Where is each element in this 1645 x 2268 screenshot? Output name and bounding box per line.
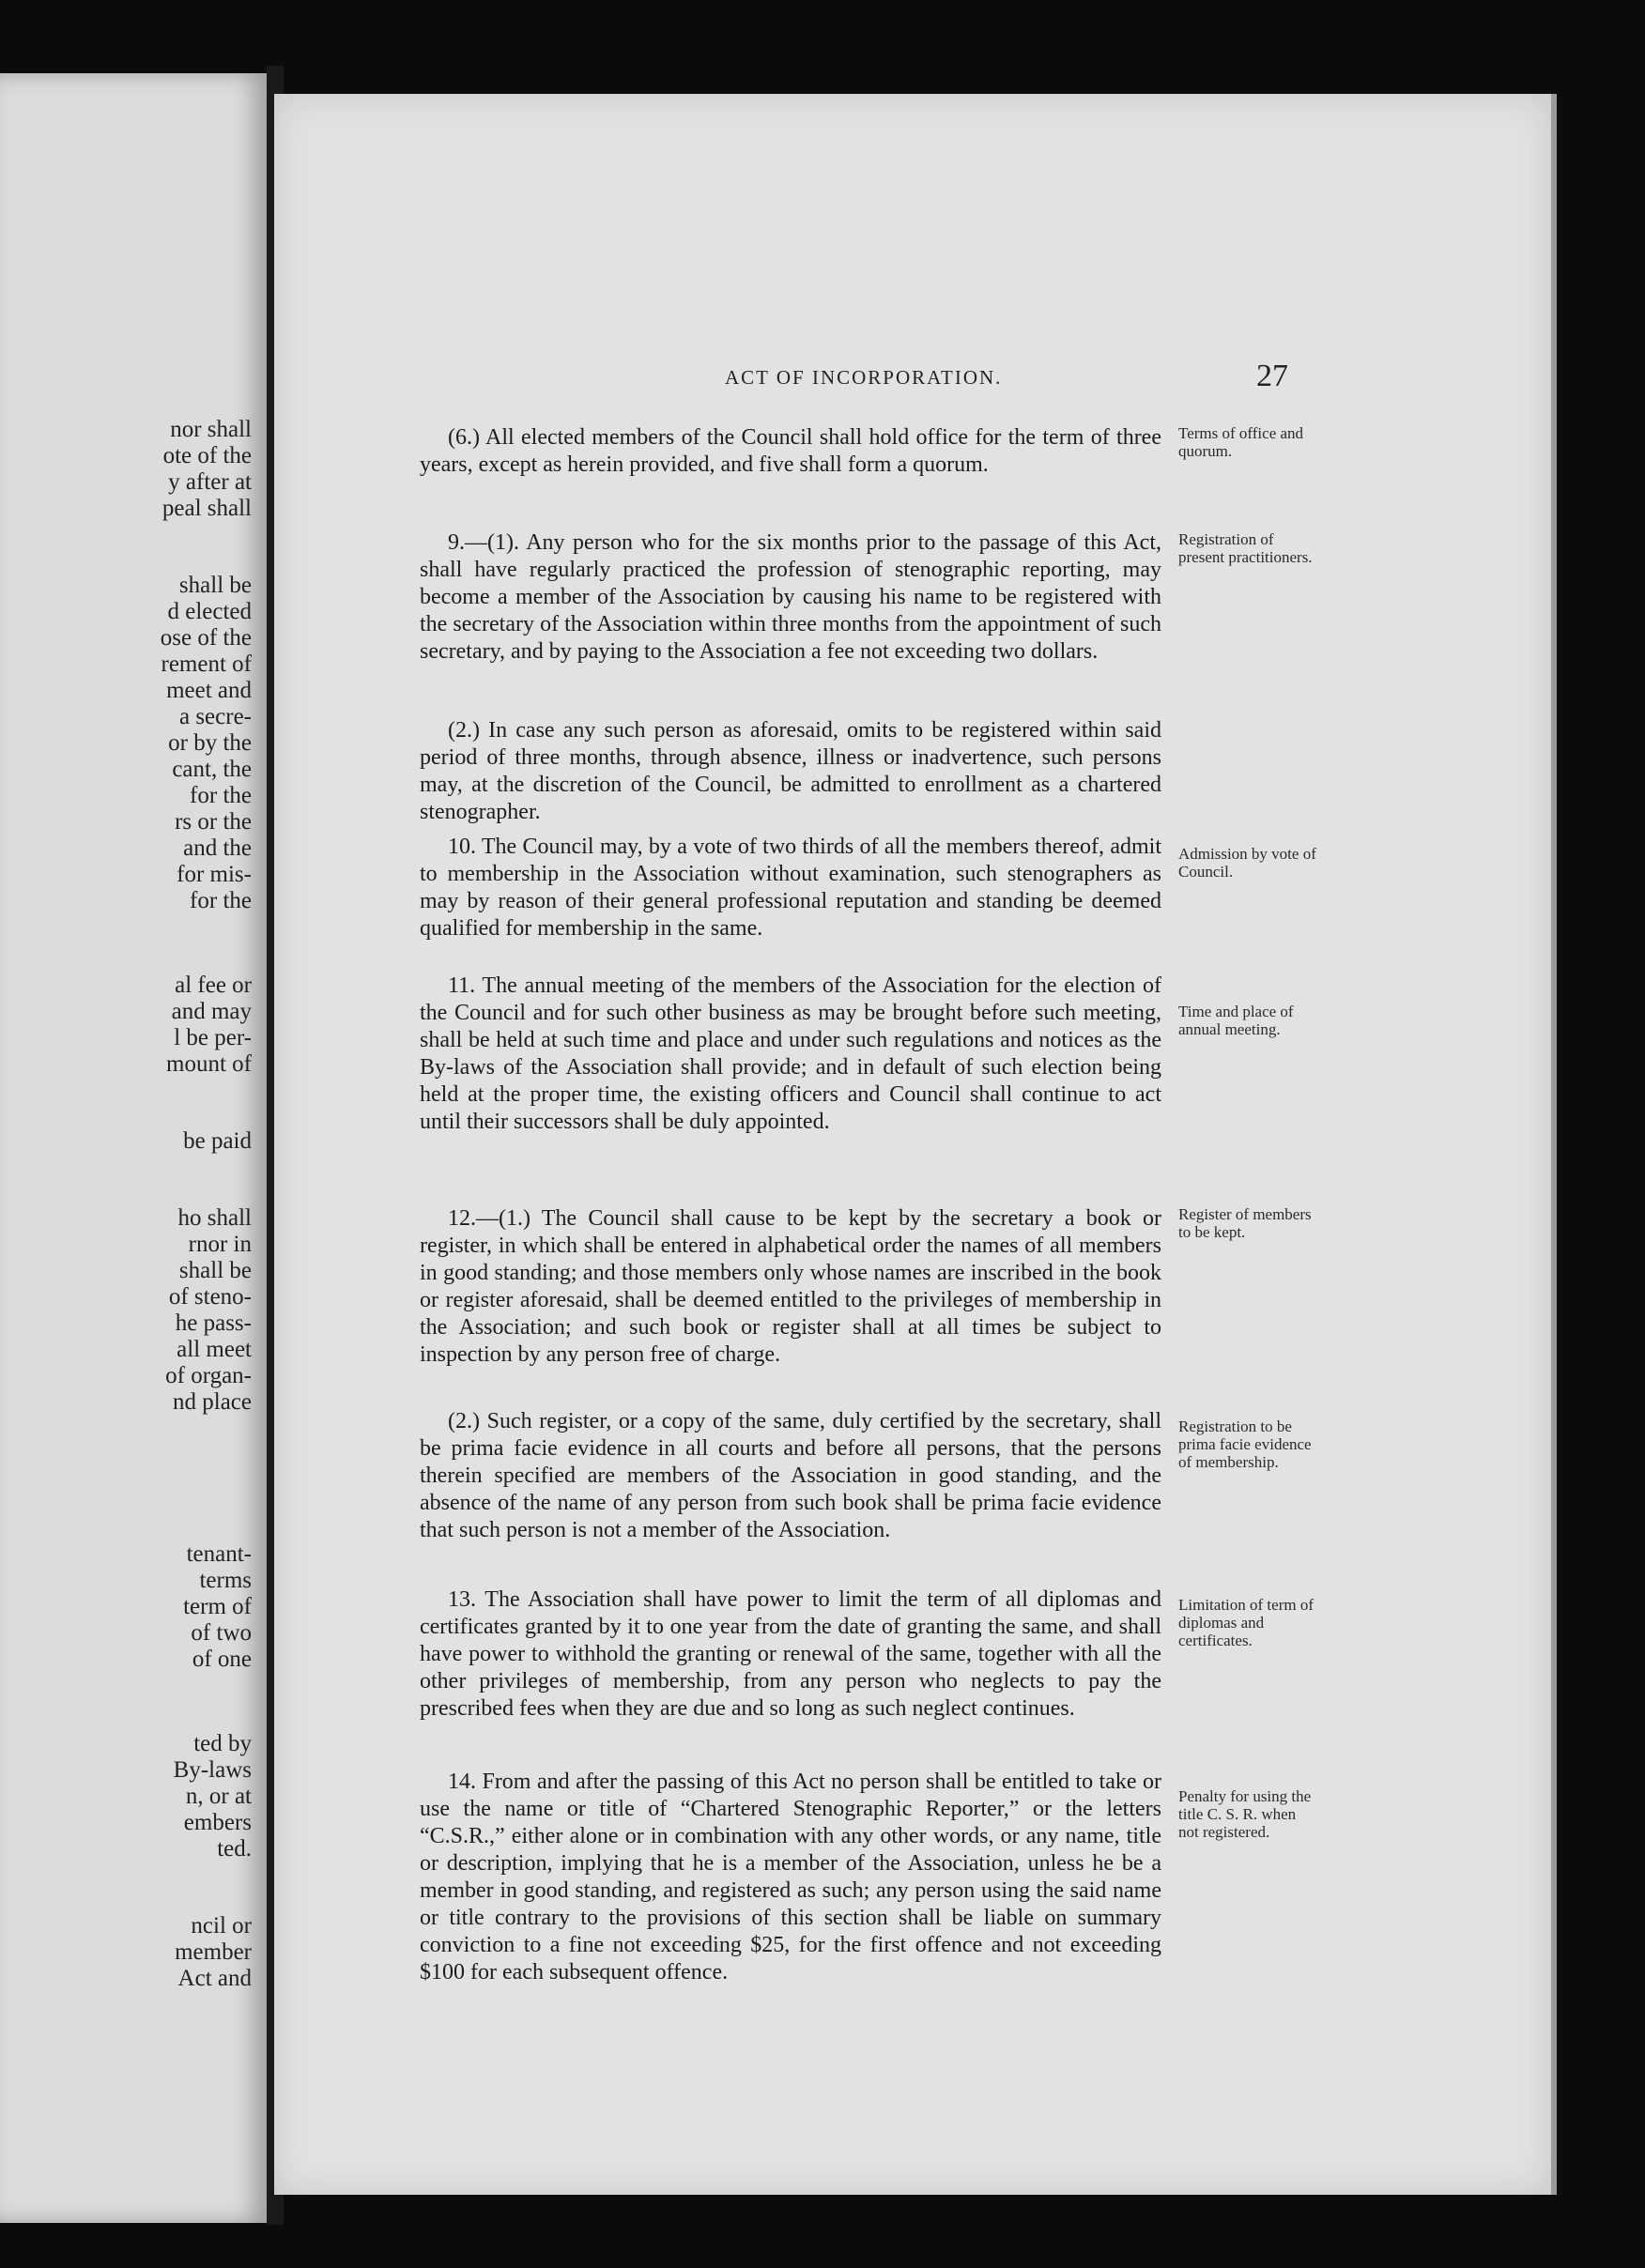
- previous-page-line: for the: [190, 888, 252, 913]
- previous-page-line: a secre-: [178, 704, 252, 729]
- previous-page-line: and the: [183, 835, 252, 861]
- previous-page-line: all meet: [177, 1337, 252, 1362]
- book-page: [274, 94, 1551, 2195]
- previous-page-line: cant, the: [172, 757, 252, 782]
- previous-page-line: mount of: [166, 1051, 252, 1077]
- previous-page-line: of steno-: [168, 1284, 252, 1310]
- previous-page-line: terms: [199, 1568, 252, 1593]
- margin-note: Time and place of annual meeting.: [1178, 1003, 1294, 1038]
- section-paragraph: 11. The annual meeting of the members of the Association for the election of the Council and for such other business as may be brought before such meeting, shall be held at such time and place and under such regulations and notices as the By-laws of the Association shall provide; and in default of such election being held at the proper time, the existing officers and Council shall continue to act until their successors shall be duly appointed.: [420, 973, 1161, 1134]
- previous-page-line: al fee or: [175, 973, 252, 998]
- page-number: 27: [1256, 359, 1288, 393]
- previous-page-line: ncil or: [191, 1913, 252, 1939]
- previous-page: [0, 73, 267, 2223]
- previous-page-line: n, or at: [185, 1784, 252, 1809]
- previous-page-line: be paid: [183, 1128, 252, 1154]
- previous-page-line: ho shall: [177, 1205, 252, 1231]
- previous-page-line: and may: [171, 999, 252, 1024]
- previous-page-line: By-laws: [173, 1757, 252, 1783]
- previous-page-line: y after at: [168, 469, 252, 495]
- margin-note: Limitation of term of diplomas and certificates.: [1178, 1596, 1314, 1649]
- previous-page-line: of organ-: [165, 1363, 252, 1388]
- section-paragraph: (2.) In case any such person as aforesaid, omits to be registered within said period of three months, through absence, illness or inadvertence, such persons may, at the discretion of the Council, be admitted to enrollment as a chartered stenographer.: [420, 718, 1161, 824]
- previous-page-line: shall be: [178, 573, 252, 598]
- previous-page-line: d elected: [167, 599, 252, 624]
- previous-page-line: rement of: [161, 651, 252, 677]
- previous-page-line: shall be: [178, 1258, 252, 1283]
- previous-page-line: for the: [190, 783, 252, 808]
- previous-page-line: l be per-: [174, 1025, 252, 1050]
- previous-page-line: ote of the: [162, 443, 252, 468]
- section-paragraph: 10. The Council may, by a vote of two thirds of all the members thereof, admit to membership in the Association without examination, such stenographers as may by reason of their general professional reputation and standing be deemed qualified for membership in the same.: [420, 835, 1161, 941]
- margin-note: Registration of present practitioners.: [1178, 530, 1313, 566]
- previous-page-line: ted.: [217, 1836, 252, 1862]
- margin-note: Penalty for using the title C. S. R. when not registered.: [1178, 1787, 1312, 1841]
- section-paragraph: 13. The Association shall have power to limit the term of all diplomas and certificates granted by it to one year from the date of granting the same, and shall have power to withhold the granting or renewal of the same, together with all the other privileges of membership, from any person who neglects to pay the prescribed fees when they are due and so long as such neglect continues.: [420, 1587, 1161, 1721]
- previous-page-line: peal shall: [161, 496, 252, 521]
- running-head: [274, 359, 1551, 400]
- section-paragraph: 9.—(1). Any person who for the six months prior to the passage of this Act, shall have regularly practiced the profession of stenographic reporting, may become a member of the Association by causing his name to be registered with the secretary of the Association within three months from the appointment of such secretary, and by paying to the Association a fee not exceeding two dollars.: [420, 530, 1161, 664]
- previous-page-line: for mis-: [177, 862, 252, 887]
- previous-page-line: Act and: [177, 1966, 252, 1991]
- previous-page-line: member: [175, 1939, 252, 1965]
- previous-page-line: ted by: [193, 1731, 252, 1756]
- section-paragraph: 12.—(1.) The Council shall cause to be kept by the secretary a book or register, in which shall be entered in alphabetical order the names of all members in good standing; and those members only whose names are inscribed in the book or register aforesaid, shall be deemed entitled to the privileges of membership in the Association; and such book or register shall at all times be subject to inspection by any person free of charge.: [420, 1206, 1161, 1367]
- margin-note: Register of members to be kept.: [1178, 1205, 1312, 1241]
- margin-note: Admission by vote of Council.: [1178, 845, 1316, 881]
- previous-page-line: he pass-: [175, 1310, 252, 1336]
- previous-page-line: meet and: [166, 678, 252, 703]
- previous-page-line: ose of the: [160, 625, 252, 651]
- section-paragraph: (2.) Such register, or a copy of the same, duly certified by the secretary, shall be prima facie evidence in all courts and before all persons, that the persons therein specified are members of the Association in good standing, and the absence of the name of any person from such book shall be prima facie evidence that such person is not a member of the Association.: [420, 1409, 1161, 1542]
- previous-page-line: term of: [183, 1594, 252, 1619]
- previous-page-line: embers: [183, 1810, 252, 1835]
- previous-page-line: nd place: [173, 1389, 252, 1415]
- previous-page-line: of one: [192, 1647, 252, 1672]
- margin-note: Registration to be prima facie evidence of membership.: [1178, 1418, 1312, 1471]
- previous-page-line: of two: [191, 1620, 252, 1646]
- previous-page-line: rs or the: [175, 809, 252, 835]
- section-paragraph: 14. From and after the passing of this Act no person shall be entitled to take or use the name or title of “Chartered Stenographic Reporter,” or the letters “C.S.R.,” either alone or in combination with any other words, or any name, title or description, implying that he is a member of the Association, unless he be a member in good standing, and registered as such; any person using the said name or title contrary to the provisions of this section shall be liable on summary conviction to a fine not exceeding $25, for the first offence and not exceeding $100 for each subsequent offence.: [420, 1770, 1161, 1984]
- previous-page-line: nor shall: [170, 417, 252, 442]
- previous-page-line: tenant-: [186, 1541, 252, 1567]
- previous-page-line: or by the: [168, 730, 252, 756]
- section-paragraph: (6.) All elected members of the Council shall hold office for the term of three years, except as herein provided, and five shall form a quorum.: [420, 425, 1161, 477]
- margin-note: Terms of office and quorum.: [1178, 424, 1304, 460]
- running-head-title: ACT OF INCORPORATION.: [725, 366, 1003, 389]
- previous-page-line: rnor in: [188, 1232, 252, 1257]
